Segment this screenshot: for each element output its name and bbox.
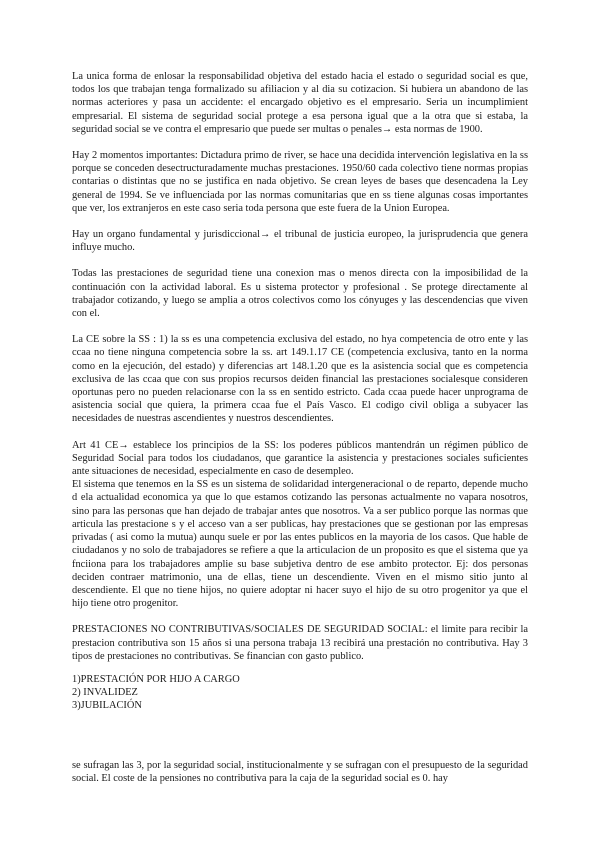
paragraph-closing: se sufragan las 3, por la seguridad social, institucionalmente y se sufragan con el presupuesto de la seguridad social. El coste de la pensiones no contributiva para la caja de la seguridad social es 0. hay bbox=[72, 759, 528, 784]
paragraph-ce-ss: La CE sobre la SS : 1) la ss es una competencia exclusiva del estado, no hya competencia de otro ente y las ccaa no tiene ninguna competencia sobre la ss. art 149.1.17 CE (competencia exclusiva, tanto en la norma como en la ejecución, del estado) y diferencias art 148.1.20 que es la asistencia social que es competencia exclusiva de las ccaa que con sus propios recursos deiden financial las prestaciones socialesque consideren oportunas pero no pueden relacionarse con la ss en sentido estricto. Cada ccaa puede hacer unprograma de asistencia social que quiera, la primera ccaa fue el País Vasco. El codigo civil obliga a subyacer las necesidades de nuestras ascendientes y nuestros descendientes. bbox=[72, 334, 528, 425]
list-item: 1)PRESTACIÓN POR HIJO A CARGO bbox=[72, 673, 240, 685]
paragraph-art-41: Art 41 CE→ establece los principios de la SS: los poderes públicos mantendrán un régimen público de Seguridad Social para todos los ciudadanos, que garantice la asistencia y prestaciones sociales suficientes ante situaciones de necesidad, especialmente en caso de desempleo. bbox=[72, 439, 528, 478]
prestaciones-list bbox=[72, 673, 528, 713]
paragraph-responsabilidad: La unica forma de enlosar la responsabilidad objetiva del estado hacia el estado o seguridad social es que, todos los que trabajan tenga formalizado su afiliacion y al dia su cotizacion. Si hubiera un abandono de las normas acteriores y pasa un accidente: el encargado objetivo es el empresario. Seria un incumplimient empresarial. El sistema de seguridad social protege a esa persona igual que a la otra que si estaba, la seguridad social se ve contra el empresario que puede ser multas o penales→ esta normas de 1900. bbox=[72, 71, 528, 135]
paragraph-tribunal-justicia: Hay un organo fundamental y jurisdiccional→ el tribunal de justicia europeo, la jurisprudencia que genera influye mucho. bbox=[72, 229, 528, 254]
list-item: 2) INVALIDEZ bbox=[72, 687, 138, 699]
blank-space bbox=[72, 713, 528, 759]
list-item: 3)JUBILACIÓN bbox=[72, 700, 142, 712]
document-page bbox=[72, 70, 528, 785]
paragraph-momentos-importantes: Hay 2 momentos importantes: Dictadura primo de river, se hace una decidida intervención legislativa en la ss porque se conceden desectructuradamente muchas prestaciones. 1950/60 cada colectivo tiene normas propias contarias o distintas que no se justifica en nada objetivo. Se crean leyes de bases que desencadena la Ley general de 1994. Se ve influenciada por las normas comunitarias que en ss tiene algunas cosas importantes que ver, los extranjeros en este caso seria toda persona que este fuera de la Union Europea. bbox=[72, 150, 528, 214]
paragraph-prestaciones-seguridad: Todas las prestaciones de seguridad tiene una conexion mas o menos directa con la imposibilidad de la continuación con la actividad laboral. Es u sistema protector y profesional . Se protege directamente al trabajador cotizando, y luego se amplia a otros colectivos como los cónyuges y las descendencias que viven con el. bbox=[72, 268, 528, 320]
paragraph-no-contributivas: PRESTACIONES NO CONTRIBUTIVAS/SOCIALES DE SEGURIDAD SOCIAL: el limite para recibir la prestacion contributiva son 15 años si una persona trabaja 13 recibirá una prestación no contributiva. Hay 3 tipos de prestaciones no contributivas. Se financian con gasto publico. bbox=[72, 624, 528, 662]
paragraph-sistema-solidaridad: El sistema que tenemos en la SS es un sistema de solidaridad intergeneracional o de reparto, depende mucho d ela actualidad economica ya que lo que estamos cotizando las personas actualmente no vapara nosotros, sino para las personas que han dejado de trabajar antes que nosotros. Va a ser publico porque las normas que articula las prestacione s y el acceso van a ser publicas, hay prestaciones que se gestionan por las empresas privadas ( asi como la mutua) aunqu suele er por las entes publicos en la mayoria de los casos. Que hable de ciudadanos y no solo de trabajadores se refiere a que la articulacion de un proposito es que el sistema que ya fnciiona para los trabajadores amplie su base subjetiva dentro de ese ambito protector. Ej: dos personas deciden contraer matrimonio, una de ellas, tiene un descendiente. Viven en el mismo sitio junto al descendiente. El que no tiene hijos, no quiere adoptar ni hacer suyo el hijo de su otro progenitor ya que el hijo tiene otro progenitor. bbox=[72, 479, 528, 610]
